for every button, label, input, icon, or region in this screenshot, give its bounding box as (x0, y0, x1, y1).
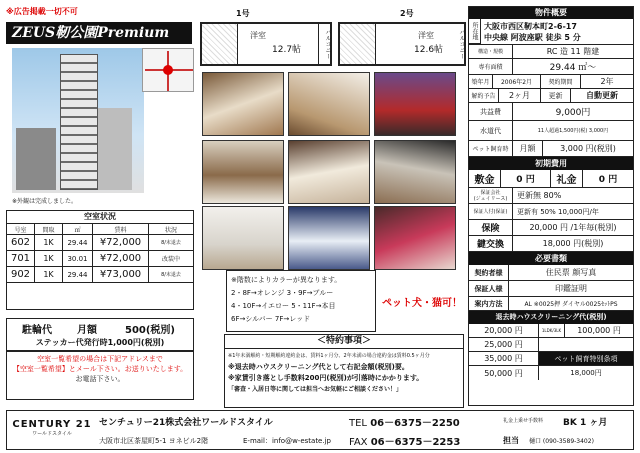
agent-email: E-mail：info@w-estate.jp (243, 437, 331, 445)
documents-title: 必要書類 (469, 252, 633, 265)
building-caption: ※外観は完成しました。 (12, 198, 78, 205)
room-photo (202, 72, 284, 136)
room-photo (288, 72, 370, 136)
toilet-photo (288, 206, 370, 270)
brand-title: ZEUS靭公園Premium (6, 22, 192, 44)
floorplan-1-label: 1号 (236, 9, 250, 18)
bathroom-photo (374, 206, 456, 270)
building-photo (12, 48, 144, 193)
vacancy-header: 号室 間取 ㎡ 賃料 状況 (7, 224, 193, 235)
table-row: 701 1K 30.01 ¥72,000 改装中 (7, 251, 193, 267)
century21-logo: CENTURY 21 (12, 419, 92, 430)
sticker-fee: ステッカー代発行時1,000円(税別) (35, 338, 165, 347)
initial-cost-title: 初期費用 (469, 157, 633, 170)
property-area: 29.44 ㎡～ (513, 59, 633, 75)
agent-fax: 06－6375－2253 (370, 437, 461, 448)
agent-footer: CENTURY 21 ワールドスタイル センチュリー21株式会社ワールドスタイル 大阪市北区茶屋町5-1 ヨネビル2階 E-mail：info@w-estate.jp TEL 06－6375－2250 FAX 06－6375－2253 礼金上乗せ手数料 BK 1 ヶ月 担当 樋口 (090-3589-3402) (6, 410, 634, 450)
vacancy-table (6, 210, 194, 310)
kitchen-photo (202, 140, 284, 204)
overview-panel: 物件概要 所在地 大阪市西区靭本町2-6-17 中央線 阿波座駅 徒歩 5 分 構造・規模 RC 造 11 階建 専有面積 29.44 ㎡～ 築年月 2006年2月 契約期間 2年 解約予告 2ヶ月 更新 自動更新 共益費 9,000円 水道代 11人超過1,500円(税) 3,000円 ペット飼育時 月額 3,000 円(税別) 初期費用 敷金 0 円 礼金 0 円 保証会社 (ジェイリース) 更新無 80% 保証人付(保証) 更新有 50% 10,000円/年 保険 20,000 円 /1年毎(税別) 鍵交換 18,000 円(税別) 必要書類 契約者様 住民票 顔写真 保証人様 印鑑証明 案内方法 AL ※0025押 ダイヤル0025ｾｯﾄPS 退去時ハウスクリーニング代(税別) 20,000 円 1LDK/3LK 100,000 円 25,000 円 35,000 円 ペット飼育特別条項 50,000 円 18,000円 (468, 6, 634, 406)
location-map (142, 48, 194, 92)
overview-title: 物件概要 (469, 7, 633, 19)
room-photo (288, 140, 370, 204)
key-money: 0 円 (583, 170, 633, 188)
agent-tel: 06－6375－2250 (370, 418, 460, 429)
washroom-photo (202, 206, 284, 270)
property-transit: 中央線 阿波座駅 徒歩 5 分 (484, 33, 581, 42)
cleaning-title: 退去時ハウスクリーニング代(税別) (469, 311, 633, 324)
table-row: 602 1K 29.44 ¥72,000 8/末退去 (7, 235, 193, 251)
kitchen-photo (374, 72, 456, 136)
insurance-fee: 20,000 円 /1年毎(税別) (513, 220, 633, 236)
vacant-list-note: 空室一覧希望の場合は下記アドレスまで 【空室一覧希望】とメール下さい。お送りいたします。 お電話下さい。 (6, 350, 194, 400)
water-fee: 11人超過1,500円(税) 3,000円 (513, 121, 633, 141)
deposit: 0 円 (501, 170, 551, 188)
no-advertising-notice: ※広告掲載一切不可 (6, 7, 78, 16)
agent-address: 大阪市北区茶屋町5-1 ヨネビル2階 (99, 437, 209, 445)
pet-fee: 3,000 円(税別) (543, 141, 633, 157)
property-structure: RC 造 11 階建 (513, 45, 633, 59)
floorplan-2-label: 2号 (400, 9, 414, 18)
parking-period: 月額 (77, 324, 97, 336)
floor-color-note: ※階数によりカラーが異なります。 2・8F→オレンジ 3・9F→ブルー 4・10F→イエロー 5・11F→本目 6F→シルバー 7F→レッド (226, 270, 376, 332)
parking-box (6, 318, 194, 352)
floorplan-1: 洋室 12.7帖 バルコニー (200, 22, 332, 66)
property-location: 大阪市西区靭本町2-6-17 (484, 22, 577, 31)
key-change-fee: 18,000 円(税別) (513, 236, 633, 252)
special-terms: ＜特約事項＞ ※1年未満解約・短期解約違約金は、賃料1ヶ月分、2年未満の場合違約金は賃料0.5ヶ月分 ※退去時ハウスクリーニング代として右記金額(税別)要。 ※家賃引き落とし手数料200円(税別)が引落時にかかります。 「審査・入居日等に関しては担当へお気軽にご相談ください！」 (224, 334, 464, 408)
agent-staff: 樋口 (090-3589-3402) (529, 438, 594, 445)
common-fee: 9,000円 (513, 103, 633, 121)
agent-company: センチュリー21株式会社ワールドスタイル (99, 418, 273, 428)
parking-price: 500(税別) (124, 324, 175, 336)
room-photo (374, 140, 456, 204)
floorplan-2: 洋室 12.6帖 バルコニー (338, 22, 466, 66)
pets-allowed: ペット犬・猫可！ (382, 298, 462, 309)
parking-label: 駐輪代 (22, 324, 52, 336)
table-row: 902 1K 29.44 ¥73,000 8/末退去 (7, 267, 193, 283)
agent-share: BK 1 ヶ月 (563, 418, 608, 428)
vacancy-title: 空室状況 (7, 211, 193, 224)
